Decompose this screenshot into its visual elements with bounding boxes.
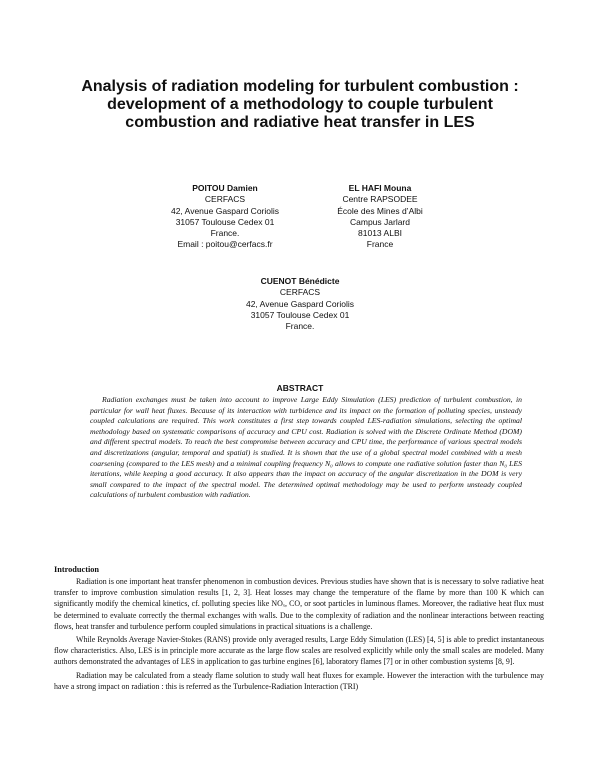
paragraph: While Reynolds Average Navier-Stokes (RANS) provide only averaged results, Large Eddy Simulation (LES) [4, 5] is able to predict instantaneous flow characteristics. Also, LES is in principle more accurate as the large flow scales are resolved explicitly while only the small scales are modeled. Many authors demonstrated the advantages of LES in application to gas turbine engines [6], laboratory flames [7] or in other combustion systems [8, 9]. — [54, 635, 544, 667]
author-block-el-hafi — [300, 183, 460, 251]
author-block-poitou — [125, 183, 325, 251]
paragraph: Radiation may be calculated from a steady flame solution to study wall heat fluxes for example. However the interaction with the turbulence may have a strong impact on radiation : this is referred as the Turbulence-Radiation Interaction (TRI) — [54, 670, 544, 691]
author-affiliation-line: 42, Avenue Gaspard Coriolis — [245, 298, 355, 309]
author-affiliation-line: France. — [210, 228, 240, 239]
author-affiliation-line: France — [366, 239, 394, 250]
abstract-text: Radiation exchanges must be taken into account to improve Large Eddy Simulation (LES) prediction of turbulent combustion, in particular for wall heat fluxes. Because of its interaction with turbidence and its impact on the formation of polluting species, unsteady coupled calculations are required. This work constitutes a first step towards coupled LES-radiation simulations, selecting the optimal methodology based on systematic comparisons of accuracy and CPU cost. Radiation is solved with the Discrete Ordinate Method (DOM) and different spectral models. To reach the best compromise between accuracy and CPU time, the performance of various spectral models and discretizations (angular, temporal and spatial) is studied. It is shown that the use of a global spectral model combined with a mesh coarsening (compared to the LES mesh) and a minimal coupling frequency N₀ allows to compute one radiative solution faster than N₀ LES iterations, while keeping a good accuracy. It also appears than the impact on accuracy of the angular discretization in the DOM is very small compared to the impact of the spectral model. The determined optimal methodology may be used to perform unsteady coupled calculations of turbulent combustion with radiation. — [90, 395, 522, 500]
author-name: POITOU Damien — [192, 183, 258, 193]
author-block-cuenot — [200, 276, 400, 332]
paragraph: Radiation is one important heat transfer phenomenon in combustion devices. Previous studies have shown that is is necessary to solve radiative heat transfer to improve combustion simulation results [1, 2, 3]. Heat losses may change the temperature of the flame by more than 100 K which can significantly modify the chemical kinetics, cf. polluting species like NOₓ, CO, or soot particles in luminous flames. Moreover, the radiative heat flux must be determined to evaluate correctly the thermal exchanges with walls. Due to the complexity of radiation and the nonlinear interactions between reacting flows, heat transfer and turbulence perform coupled simulations in practical situations is a challenge. — [54, 577, 544, 631]
section-heading-introduction: Introduction — [54, 565, 100, 574]
author-affiliation-line: 81013 ALBI — [358, 228, 402, 239]
author-name: EL HAFI Mouna — [348, 183, 412, 193]
author-affiliation-line: France. — [285, 321, 315, 332]
author-affiliation-line: Campus Jarlard — [350, 216, 410, 227]
introduction-body — [54, 576, 544, 694]
author-affiliation-line: Centre RAPSODEE — [342, 194, 418, 205]
author-affiliation-line: CERFACS — [279, 287, 321, 298]
author-affiliation-line: École des Mines d’Albi — [337, 205, 423, 216]
author-affiliation-line: 42, Avenue Gaspard Coriolis — [170, 205, 280, 216]
paper-title: Analysis of radiation modeling for turbulent combustion : development of a methodology to couple turbulent combustion and radiative heat transfer in LES — [81, 78, 519, 131]
author-affiliation-line: 31057 Toulouse Cedex 01 — [250, 309, 350, 320]
author-email: Email : poitou@cerfacs.fr — [177, 239, 273, 250]
author-affiliation-line: CERFACS — [204, 194, 246, 205]
abstract-heading: ABSTRACT — [276, 383, 324, 393]
author-name: CUENOT Bénédicte — [260, 276, 340, 286]
author-affiliation-line: 31057 Toulouse Cedex 01 — [175, 216, 275, 227]
